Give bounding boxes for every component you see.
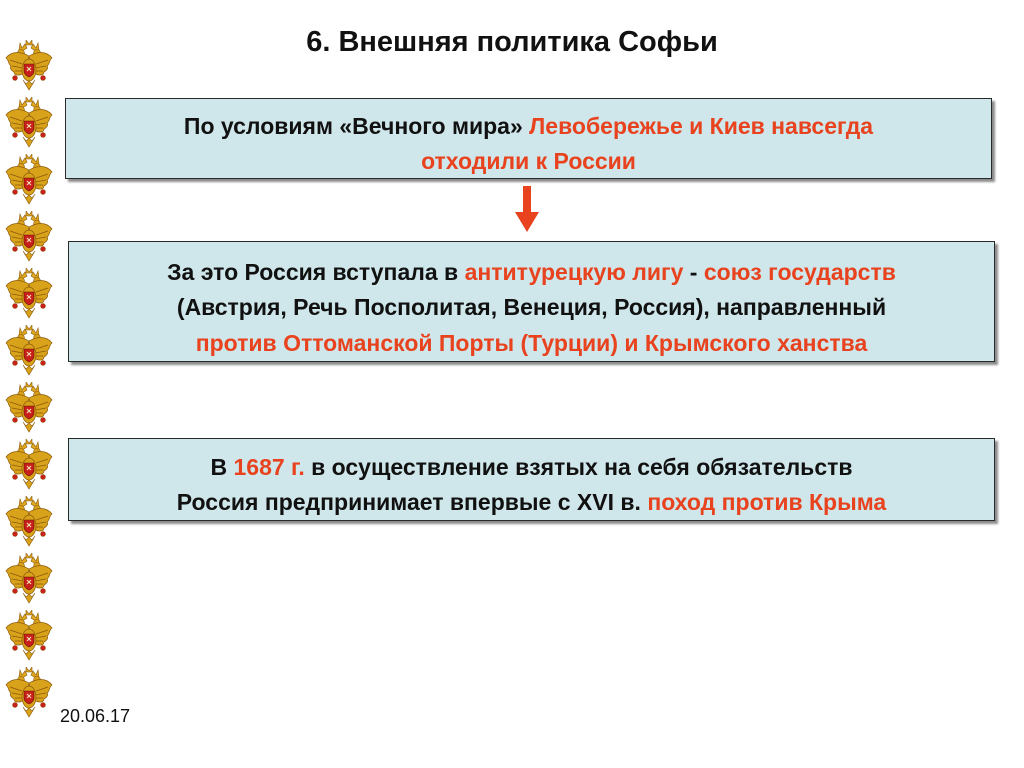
box2-union-text: союз государств: [703, 259, 896, 285]
double-headed-eagle-icon: [4, 496, 54, 548]
box3-campaign-text: поход против Крыма: [647, 488, 887, 515]
box1-text-red: Левобережье и Киев навсегда: [529, 113, 874, 139]
double-headed-eagle-icon: [4, 667, 54, 719]
anti-turkish-league-box: [68, 241, 995, 362]
box2-members-text: (Австрия, Речь Посполитая, Венеция, Россия), направленный: [176, 294, 887, 321]
box1-text-red-line2: отходили к России: [421, 147, 636, 174]
box2-target-text: против Оттоманской Порты (Турции) и Крымского ханства: [195, 329, 868, 356]
box2-text-black: За это Россия вступала в: [167, 259, 465, 285]
box3-obligations-text: в осуществление взятых на себя обязательств: [304, 454, 853, 480]
double-headed-eagle-icon: [4, 439, 54, 491]
box3-text-black: В: [210, 454, 234, 480]
double-headed-eagle-icon: [4, 553, 54, 605]
slide-date: 20.06.17: [60, 706, 131, 726]
double-headed-eagle-icon: [4, 154, 54, 206]
eagle-strip: [0, 40, 60, 730]
down-arrow-icon: [515, 186, 539, 232]
slide-title: 6. Внешняя политика Софьи: [306, 26, 718, 58]
box1-text-black: По условиям «Вечного мира»: [183, 113, 530, 139]
box3-year-text: 1687 г.: [233, 454, 305, 480]
box3-russia-text: Россия предпринимает впервые с XVI в.: [176, 488, 648, 515]
crimea-campaign-box: [68, 438, 995, 521]
double-headed-eagle-icon: [4, 382, 54, 434]
eternal-peace-box: [65, 98, 992, 179]
box2-dash: -: [683, 259, 704, 285]
double-headed-eagle-icon: [4, 325, 54, 377]
double-headed-eagle-icon: [4, 97, 54, 149]
double-headed-eagle-icon: [4, 211, 54, 263]
double-headed-eagle-icon: [4, 268, 54, 320]
double-headed-eagle-icon: [4, 610, 54, 662]
box2-league-text: антитурецкую лигу: [464, 259, 684, 285]
